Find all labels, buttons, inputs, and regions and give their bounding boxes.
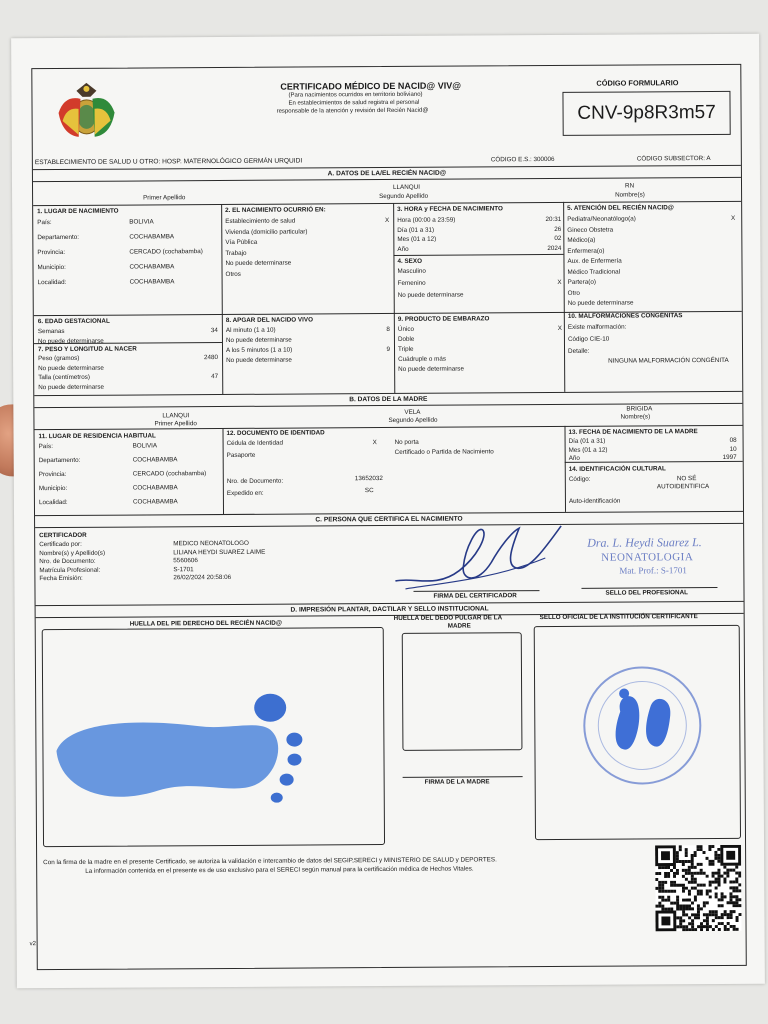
hora-label: Hora (00:00 a 23:59) [397,216,456,224]
producto-value: X [557,324,562,332]
rn-nombre: RN [624,182,635,190]
sello-institucion-label: SELLO OFICIAL DE LA INSTITUCIÓN CERTIFICANTE [539,613,698,622]
lugar-title: 1. LUGAR DE NACIMIENTO [37,207,119,216]
madre-nombre: BRIGIDA [626,405,653,413]
certificate-title: CERTIFICADO MÉDICO DE NACID@ VIV@ [280,80,461,92]
certrows-label: Certificado por: [39,540,82,549]
certrows-value: 5560606 [173,557,198,565]
madre-apellido1-label: Primer Apellido [154,420,197,428]
atencion-label: Partera(o) [567,278,596,286]
fecha-madre-title: 13. FECHA DE NACIMIENTO DE LA MADRE [568,428,698,436]
fecha-label: Día (01 a 31) [568,437,606,445]
peso-label: No puede determinarse [38,383,105,391]
establishment-code: CÓDIGO E.S.: 300006 [490,155,555,164]
residencia-label: Municipio: [38,484,68,493]
footer-note-1: Con la firma de la madre en el presente Certificado, se autoriza la validación e intercambio de datos del SEGIP,SERECI y MINISTERIO DE SALUD y DEPORTES. [43,856,497,867]
form-code-label: CÓDIGO FORMULARIO [596,78,679,88]
madre-nombre-label: Nombre(s) [620,413,651,421]
producto-label: Único [397,325,415,333]
lugar-label: País: [37,219,52,227]
documento-title: 12. DOCUMENTO DE IDENTIDAD [226,429,325,437]
certrows-value: S-1701 [173,565,194,573]
apgar-label: No puede determinarse [226,356,292,364]
ocurrio-value: X [385,216,390,225]
section-d-title: D. IMPRESIÓN PLANTAR, DACTILAR Y SELLO INSTITUCIONAL [290,605,489,614]
residencia-label: Departamento: [38,456,81,465]
atencion-label: Médico(a) [567,236,596,244]
doc-pasaporte: Pasaporte [226,451,256,459]
lugar-label: Localidad: [37,278,67,287]
certrows-value: LILIANA HEYDI SUAREZ LAIME [173,548,266,556]
ocurrio-label: Vivienda (domicilio particular) [225,227,308,236]
malform-codigo: Código CIE-10 [567,335,610,343]
atencion-label: No puede determinarse [567,299,634,307]
doc-cedula-x: X [372,439,377,447]
certrows-value: 26/02/2024 20:58:06 [173,573,232,582]
fecha-value: 08 [729,436,737,444]
certrows-value: MEDICO NEONATOLOGO [173,539,249,548]
establishment-label: ESTABLECIMIENTO DE SALUD U OTRO: HOSP. MATERNOLÓGICO GERMÁN URQUIDI [34,157,303,167]
thumbprint-box [402,632,523,751]
fecha-label: Año [568,454,580,462]
doc-exp: SC [364,487,374,495]
huella-dedo-label-1: HUELLA DEL DEDO PULGAR DE LA [393,614,503,622]
section-a-title: A. DATOS DE LA/EL RECIÉN NACID@ [327,169,447,178]
residencia-value: COCHABAMBA [132,498,178,506]
malform-detalle-label: Detalle: [568,347,590,355]
hora-value: 2024 [547,244,562,252]
malform-detalle: NINGUNA MALFORMACIÓN CONGÉNITA [608,356,729,365]
certrows-label: Fecha Emisión: [39,574,83,583]
residencia-value: COCHABAMBA [132,484,178,492]
apgar-value: 8 [386,325,390,334]
madre-apellido2-label: Segundo Apellido [388,416,438,424]
cultural-title: 14. IDENTIFICACIÓN CULTURAL [568,465,666,473]
lugar-label: Municipio: [37,263,66,272]
edad-title: 6. EDAD GESTACIONAL [37,317,110,326]
apgar-title: 8. APGAR DEL NACIDO VIVO [225,316,313,324]
lugar-label: Provincia: [37,248,66,257]
ocurrio-label: No puede determinarse [225,259,292,267]
header-subtitle-3: responsable de la atención y revisión del Recién Nacid@ [276,107,429,115]
section-c-title: C. PERSONA QUE CERTIFICA EL NACIMIENTO [315,515,463,524]
certificate-frame [31,64,746,970]
residencia-value: CERCADO (cochabamba) [132,470,207,478]
malform-title: 10. MALFORMACIONES CONGÉNITAS [567,312,683,320]
sexo-label: Femenino [397,279,426,287]
producto-label: Triple [397,345,414,353]
hora-title: 3. HORA y FECHA DE NACIMIENTO [397,205,503,213]
edad-value: 34 [210,327,218,335]
atencion-label: Aux. de Enfermería [567,257,622,265]
doc-certificado: Certificado o Partida de Nacimiento [394,448,494,456]
huella-pie-label: HUELLA DEL PIE DERECHO DEL RECIÉN NACID@ [129,619,282,628]
hora-label: Mes (01 a 12) [397,235,437,243]
firma-certificador-label: FIRMA DEL CERTIFICADOR [433,592,517,600]
qr-code-icon [655,845,742,932]
lugar-value: COCHABAMBA [129,278,175,286]
sexo-label: No puede determinarse [397,291,464,299]
apgar-label: A los 5 minutos (1 a 10) [225,346,293,354]
fecha-value: 1997 [722,453,737,461]
hora-value: 02 [554,234,562,242]
residencia-value: BOLIVIA [132,442,158,450]
atencion-label: Enfermera(o) [567,247,605,255]
cultural-codigo: Código: [568,475,591,483]
peso-title: 7. PESO Y LONGITUD AL NACER [37,345,137,354]
residencia-label: País: [38,443,53,451]
apgar-label: Al minuto (1 a 10) [225,326,276,334]
cultural-auto: Auto-identificación [568,497,621,505]
doc-nro: 13652032 [354,475,383,483]
doc-exp-label: Expedido en: [226,489,264,497]
lugar-label: Departamento: [37,233,80,242]
apgar-value: 9 [386,345,391,354]
edad-label: Semanas [37,327,65,336]
atencion-label: Pediatra/Neonatólogo(a) [567,215,636,223]
footer-note-2: La información contenida en el presente es de uso exclusivo para el SERECI según manual para la certificación médica de Hechos Vitales. [85,865,474,875]
lugar-value: CERCADO (cochabamba) [129,248,203,256]
malform-existe: Existe malformación: [567,323,627,331]
producto-label: Cuádruple o más [398,355,447,363]
atencion-value: X [730,214,736,222]
ocurrio-label: Trabajo [225,249,247,257]
ocurrio-title: 2. EL NACIMIENTO OCURRIÓ EN: [225,206,326,214]
atencion-label: Gineco Obstetra [567,226,614,234]
atencion-title: 5. ATENCIÓN DEL RECIÉN NACID@ [567,204,674,212]
ocurrio-label: Vía Pública [225,238,258,246]
producto-title: 9. PRODUCTO DE EMBARAZO [397,315,490,323]
residencia-label: Localidad: [38,498,68,507]
rn-nombre-label: Nombre(s) [615,191,645,199]
atencion-label: Médico Tradicional [567,268,621,276]
doc-nro-label: Nro. de Documento: [226,477,284,485]
rn-apellido2-label: Segundo Apellido [379,192,429,201]
rn-apellido1-label: Primer Apellido [143,194,186,202]
cultural-val2: AUTOIDENTIFICA [656,483,710,491]
sello-profesional-label: SELLO DEL PROFESIONAL [605,589,688,597]
peso-label: Peso (gramos) [38,354,80,363]
sexo-value: X [557,278,562,286]
coat-of-arms-icon [50,77,122,145]
form-code: CNV-9p8R3m57 [577,101,716,124]
cultural-val1: NO SÉ [676,475,697,483]
ocurrio-label: Otros [225,270,241,278]
rn-apellido2: LLANQUI [393,183,420,191]
header-subtitle-2: En establecimientos de salud registra el personal [288,99,420,107]
professional-stamp-specialty: NEONATOLOGIA [601,551,694,564]
sexo-label: Masculino [397,267,426,275]
certrows-label: Matrícula Profesional: [39,566,101,574]
sexo-title: 4. SEXO [397,257,422,265]
footprint-icon [48,689,309,811]
peso-label: No puede determinarse [38,364,104,372]
header-subtitle-1: (Para nacimientos ocurridos en territorio boliviano) [288,91,423,99]
producto-label: Doble [397,335,415,343]
apgar-label: No puede determinarse [225,336,292,344]
professional-stamp-mat: Mat. Prof.: S-1701 [619,565,687,576]
certificate-page [11,34,765,989]
huella-dedo-label-2: MADRE [447,622,471,630]
atencion-label: Otro [567,289,580,297]
hora-value: 26 [554,225,562,233]
certificador-title: CERTIFICADOR [39,531,87,540]
certifier-signature [385,518,575,601]
residencia-value: COCHABAMBA [132,456,178,464]
fecha-value: 10 [729,445,737,453]
firma-madre-label: FIRMA DE LA MADRE [424,778,490,786]
doc-cedula: Cédula de Identidad [226,439,283,447]
producto-label: No puede determinarse [398,365,464,373]
subsector-code: CÓDIGO SUBSECTOR: A [636,155,711,163]
hora-label: Año [397,245,409,253]
form-code-box [562,91,730,136]
madre-apellido1: LLANQUI [162,412,190,420]
lugar-value: COCHABAMBA [129,233,175,241]
professional-stamp-name: Dra. L. Heydi Suarez L. [587,535,702,550]
fecha-label: Mes (01 a 12) [568,446,608,454]
residencia-title: 11. LUGAR DE RESIDENCIA HABITUAL [38,432,156,441]
peso-value: 2480 [204,354,219,362]
edad-label: No puede determinarse [37,337,104,346]
madre-apellido2: VELA [404,408,421,416]
certrows-label: Nombre(s) y Apellido(s) [39,549,106,557]
residencia-label: Provincia: [38,470,67,479]
institution-seal-icon [572,655,713,796]
certrows-label: Nro. de Documento: [39,557,96,566]
lugar-value: BOLIVIA [129,218,154,226]
section-b-title: B. DATOS DE LA MADRE [349,395,428,404]
version-label: v2 [29,941,37,948]
hora-value: 20:31 [545,215,562,224]
ocurrio-label: Establecimiento de salud [225,217,296,225]
peso-value: 47 [211,373,219,381]
peso-label: Talla (centímetros) [38,373,90,382]
doc-noporta: No porta [394,438,419,446]
hora-label: Día (01 a 31) [397,226,435,234]
lugar-value: COCHABAMBA [129,263,175,271]
